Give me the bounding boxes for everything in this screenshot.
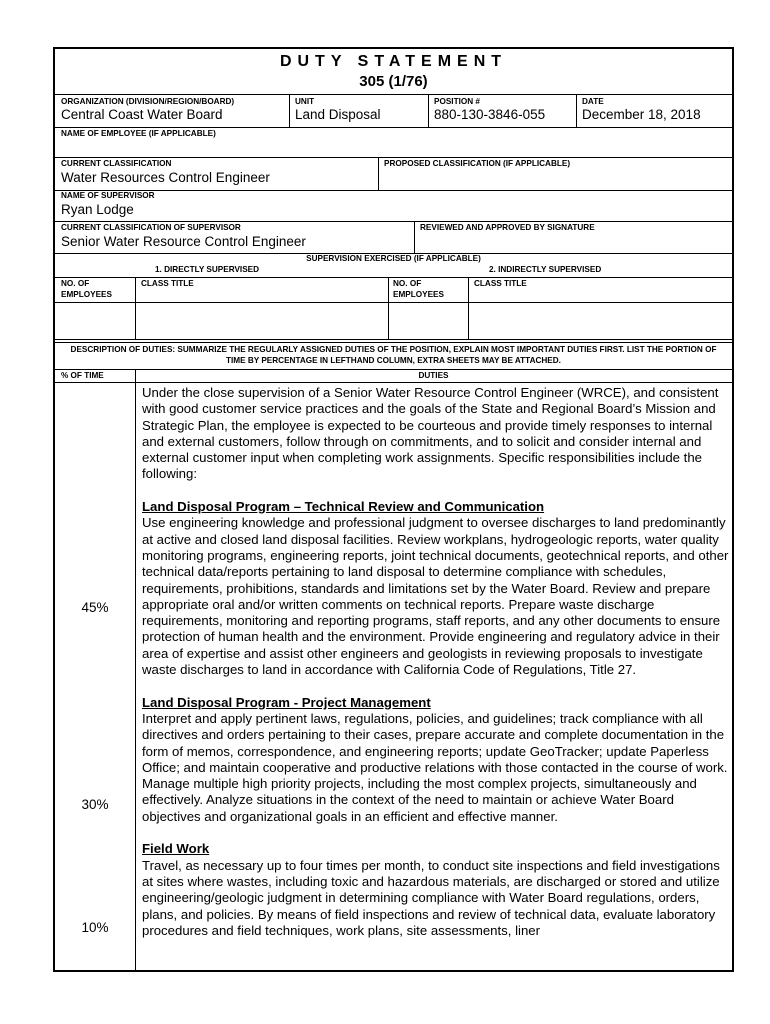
duty-2-heading: Land Disposal Program - Project Management	[142, 694, 431, 710]
indirect-class-title-label: CLASS TITLE	[474, 279, 527, 288]
employee-name-label: NAME OF EMPLOYEE (IF APPLICABLE)	[61, 129, 216, 138]
current-classification-label: CURRENT CLASSIFICATION	[61, 159, 172, 168]
position-value: 880-130-3846-055	[434, 107, 546, 122]
duty-1	[142, 499, 732, 678]
duty-3	[142, 841, 732, 939]
duty-3-percent: 10%	[81, 920, 109, 935]
form-title: DUTY STATEMENT	[279, 53, 508, 70]
duties-body	[142, 385, 732, 955]
indirect-no-employees-label-1: NO. OF	[393, 279, 422, 288]
indirect-no-employees-label-2: EMPLOYEES	[393, 290, 444, 299]
unit-value: Land Disposal	[295, 107, 381, 122]
supervisor-name-value: Ryan Lodge	[61, 202, 134, 217]
organization-label: ORGANIZATION (DIVISION/REGION/BOARD)	[61, 97, 235, 106]
indirectly-supervised-label: 2. INDIRECTLY SUPERVISED	[489, 265, 602, 274]
current-classification-value: Water Resources Control Engineer	[61, 170, 270, 185]
unit-label: UNIT	[295, 97, 315, 106]
proposed-classification-label: PROPOSED CLASSIFICATION (IF APPLICABLE)	[384, 159, 571, 168]
reviewed-label: REVIEWED AND APPROVED BY SIGNATURE	[420, 223, 595, 232]
date-label: DATE	[582, 97, 604, 106]
supervisor-name-label: NAME OF SUPERVISOR	[61, 191, 155, 200]
form-number: 305 (1/76)	[359, 73, 428, 90]
duty-2-text: Interpret and apply pertinent laws, regulations, policies, and guidelines; track compliance with all directives and orders pertaining to their cases, prepare accurate and complete documentation in the form of memos, correspondence, and engineering reports; update GeoTracker; update Paperless Office; and maintain cooperative and productive relations with those contacted in the course of work. Manage multiple high priority projects, including the most complex projects, simultaneously and effectively. Analyze situations in the context of the need to maintain or achieve Water Board objectives and organizational goals in an efficient and effective manner.	[142, 710, 728, 824]
percent-column-header: % OF TIME	[61, 371, 104, 380]
organization-value: Central Coast Water Board	[61, 107, 223, 122]
duty-3-text: Travel, as necessary up to four times per month, to conduct site inspections and field investigations at sites where wastes, including toxic and hazardous materials, are discharged or stored and utilize engineering/geologic judgment in determining compliance with Water Board regulations, orders, plans, and policies. By means of field inspections and review of technical data, evaluate laboratory procedures and field techniques, work plans, site assessments, liner	[142, 857, 720, 938]
supervisor-classification-value: Senior Water Resource Control Engineer	[61, 234, 306, 249]
supervision-heading: SUPERVISION EXERCISED (IF APPLICABLE)	[306, 254, 481, 263]
duty-statement-form	[53, 47, 734, 972]
directly-supervised-label: 1. DIRECTLY SUPERVISED	[155, 265, 260, 274]
duty-1-percent: 45%	[81, 600, 109, 615]
direct-no-employees-label-1: NO. OF	[61, 279, 90, 288]
duty-3-heading: Field Work	[142, 841, 210, 857]
supervisor-classification-label: CURRENT CLASSIFICATION OF SUPERVISOR	[61, 223, 241, 232]
date-value: December 18, 2018	[582, 107, 701, 122]
duty-2	[142, 695, 732, 825]
direct-class-title-label: CLASS TITLE	[141, 279, 194, 288]
direct-no-employees-label-2: EMPLOYEES	[61, 290, 112, 299]
description-heading: DESCRIPTION OF DUTIES: SUMMARIZE THE REGULARLY ASSIGNED DUTIES OF THE POSITION, EXPLAIN MOST IMPORTANT DUTIES FIRST. LIST THE PORTION OF TIME BY PERCENTAGE IN LEFTHAND COLUMN, EXTRA SHEETS MAY BE ATTACHED.	[70, 345, 717, 365]
duties-column-header: DUTIES	[418, 371, 449, 380]
duty-2-percent: 30%	[81, 797, 109, 812]
duty-1-heading: Land Disposal Program – Technical Review and Communication	[142, 499, 545, 515]
position-label: POSITION #	[434, 97, 480, 106]
duty-1-text: Use engineering knowledge and professional judgment to oversee discharges to land predominantly at active and closed land disposal facilities. Review workplans, hydrogeologic reports, water quality monitoring programs, engineering reports, joint technical documents, geotechnical reports, and other technical data/reports pertaining to land disposal to determine compliance with schedules, requirements, prohibitions, standards and limitations set by the Water Board. Review and prepare appropriate oral and/or written comments on technical reports. Prepare waste discharge requirements, monitoring and reporting programs, staff reports, and any other documents to ensure protection of human health and the environment. Provide engineering and regulatory advice in their area of expertise and assist other engineers and geologists in reviewing proposals to investigate waste discharges to land in accordance with California Code of Regulations, Title 27.	[142, 515, 729, 678]
duties-intro: Under the close supervision of a Senior Water Resource Control Engineer (WRCE), and consistent with good customer service practices and the goals of the State and Regional Board’s Mission and Strategic Plan, the employee is expected to be courteous and provide timely responses to internal and external customers, follow through on commitments, and to solicit and consider internal and external customer input when completing work assignments. Specific responsibilities include the following:	[142, 385, 719, 482]
